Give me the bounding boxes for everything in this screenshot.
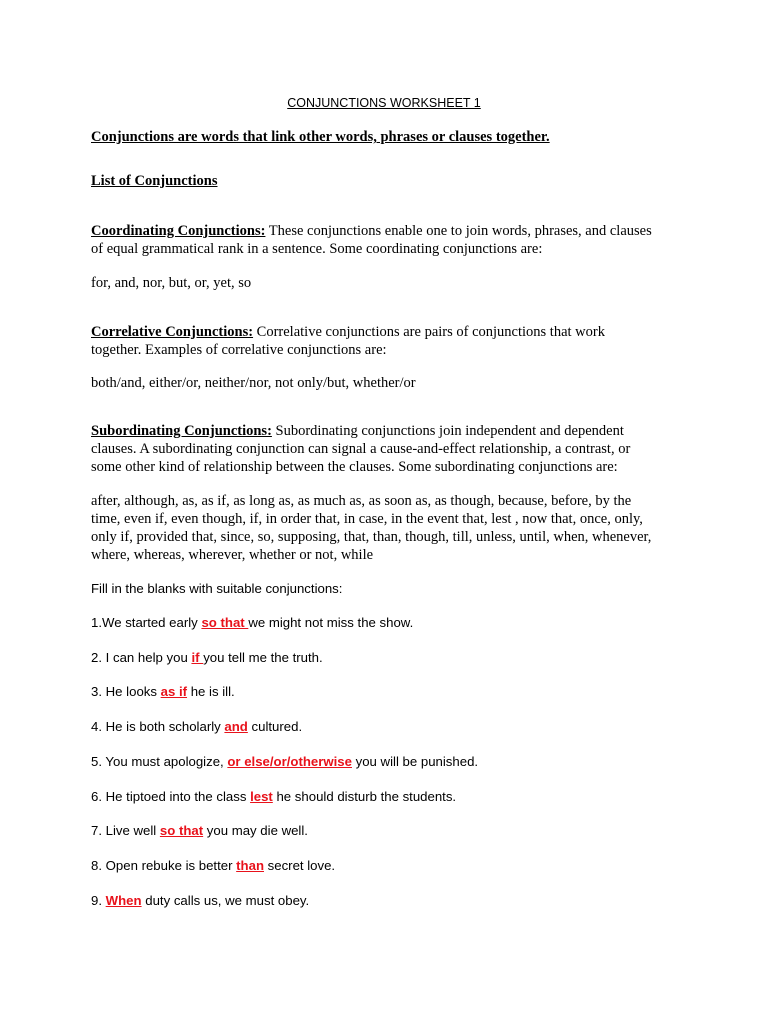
exercise-text-before: 9. [91, 893, 106, 908]
exercise-text-before: 7. Live well [91, 823, 160, 838]
exercise-item [91, 649, 323, 667]
definition-text: Conjunctions are words that link other words, phrases or clauses together. [91, 129, 550, 145]
exercise-answer: When [105, 893, 142, 908]
exercise-text-before: 2. I can help you [91, 650, 192, 665]
exercise-text-before: 8. Open rebuke is better [91, 858, 237, 873]
exercise-answer: and [224, 719, 248, 734]
exercise-item [91, 718, 302, 736]
exercise-text-after: secret love. [264, 858, 336, 873]
exercise-item [91, 788, 456, 806]
correlative-heading: Correlative Conjunctions: [91, 324, 254, 340]
subordinating-desc-text: Subordinating conjunctions join independent and dependent [271, 423, 624, 439]
correlative-desc-line2: together. Examples of correlative conjunctions are: [91, 342, 387, 358]
subordinating-examples-line3: only if, provided that, since, so, supposing, that, than, though, till, unless, until, when, whenever, [91, 529, 652, 545]
coordinating-desc-text: These conjunctions enable one to join words, phrases, and clauses [265, 223, 652, 239]
exercise-text-before: 3. He looks [91, 684, 161, 699]
exercise-item [91, 892, 309, 910]
exercise-text-after: you may die well. [203, 823, 308, 838]
subordinating-desc-line2: clauses. A subordinating conjunction can signal a cause-and-effect relationship, a contrast, or [91, 441, 631, 457]
subordinating-examples-line1: after, although, as, as if, as long as, as much as, as soon as, as though, because, before, by the [91, 493, 632, 509]
exercise-answer: so that [201, 615, 249, 630]
exercise-answer: lest [250, 789, 273, 804]
exercise-item [91, 683, 235, 701]
coordinating-desc-line1 [91, 222, 652, 240]
instruction-text: Fill in the blanks with suitable conjunctions: [91, 581, 343, 596]
exercise-text-before: 6. He tiptoed into the class [91, 789, 251, 804]
correlative-desc-line1 [91, 323, 605, 341]
subordinating-desc-line3: some other kind of relationship between the clauses. Some subordinating conjunctions are: [91, 459, 618, 475]
coordinating-heading: Coordinating Conjunctions: [91, 223, 266, 239]
exercise-item [91, 614, 413, 632]
exercise-text-after: duty calls us, we must obey. [141, 893, 310, 908]
exercise-text-before: 5. You must apologize, [91, 754, 228, 769]
exercise-text-before: 1.We started early [91, 615, 202, 630]
exercise-answer: so that [159, 823, 204, 838]
exercise-text-after: you will be punished. [351, 754, 479, 769]
correlative-examples: both/and, either/or, neither/nor, not only/but, whether/or [91, 375, 416, 391]
exercise-answer: if [191, 650, 204, 665]
coordinating-desc-line2: of equal grammatical rank in a sentence. Some coordinating conjunctions are: [91, 241, 543, 257]
exercise-item [91, 857, 335, 875]
coordinating-examples: for, and, nor, but, or, yet, so [91, 275, 252, 291]
correlative-desc-text: Correlative conjunctions are pairs of conjunctions that work [253, 324, 605, 340]
exercise-text-after: we might not miss the show. [248, 615, 414, 630]
list-heading: List of Conjunctions [91, 173, 218, 189]
exercise-item [91, 753, 478, 771]
exercise-answer: than [236, 858, 264, 873]
exercise-text-after: cultured. [247, 719, 303, 734]
exercise-item [91, 822, 308, 840]
subordinating-examples-line4: where, whereas, wherever, whether or not, while [91, 547, 374, 563]
exercise-text-after: you tell me the truth. [203, 650, 323, 665]
exercise-answer: as if [160, 684, 188, 699]
exercise-text-before: 4. He is both scholarly [91, 719, 225, 734]
worksheet-title: CONJUNCTIONS WORKSHEET 1 [287, 96, 481, 110]
exercise-text-after: he is ill. [187, 684, 235, 699]
subordinating-examples-line2: time, even if, even though, if, in order that, in case, in the event that, lest , now that, once, only, [91, 511, 643, 527]
subordinating-desc-line1 [91, 422, 624, 440]
exercise-text-after: he should disturb the students. [272, 789, 457, 804]
exercise-answer: or else/or/otherwise [227, 754, 352, 769]
subordinating-heading: Subordinating Conjunctions: [91, 423, 272, 439]
